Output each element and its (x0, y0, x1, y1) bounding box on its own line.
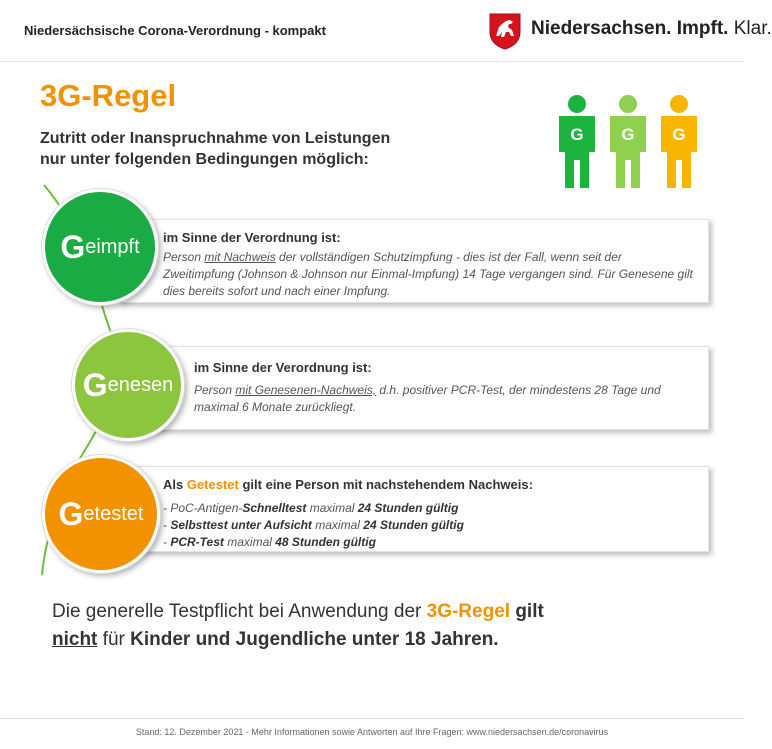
getestet-heading (163, 477, 533, 492)
person-genesen-icon (610, 95, 646, 188)
testing-exemption-note (52, 598, 652, 654)
subtitle-line-2: nur unter folgenden Bedingungen möglich: (40, 151, 369, 168)
geimpft-heading: im Sinne der Verordnung ist: (163, 230, 341, 245)
getestet-label: etestet (83, 502, 144, 525)
geimpft-circle (42, 189, 158, 305)
getestet-heading-pre: Als (163, 477, 187, 492)
getestet-initial: G (58, 495, 84, 532)
genesen-heading: im Sinne der Verordnung ist: (194, 360, 372, 375)
genesen-text (194, 382, 694, 416)
genesen-panel (145, 346, 709, 430)
note-part-5: für (97, 629, 131, 650)
header-title: Niedersächsische Corona-Verordnung - kompakt (24, 23, 326, 38)
geimpft-initial: G (60, 228, 86, 265)
brand-tail: Klar. (733, 18, 772, 39)
geimpft-label: eimpft (85, 235, 140, 258)
geimpft-text-start: Person (163, 250, 205, 264)
header (0, 0, 772, 62)
brand-slogan (531, 18, 772, 40)
geimpft-panel (118, 219, 709, 303)
getestet-item-3: - PCR-Test maximal 48 Stunden gültig (163, 535, 376, 549)
geimpft-text (163, 249, 693, 300)
person-letter-2: G (621, 125, 635, 144)
footer-stand: Stand: 12. Dezember 2021 - Mehr Informationen sowie Antworten auf Ihre Fragen: www.niedersachsen.de/coronavirus (135, 727, 609, 737)
getestet-item-2: - Selbsttest unter Aufsicht maximal 24 Stunden gültig (163, 518, 464, 532)
footer-divider (0, 718, 744, 719)
note-part-3: gilt (510, 601, 544, 622)
note-part-6: Kinder und Jugendliche unter 18 Jahren. (130, 629, 499, 650)
genesen-text-start: Person (194, 383, 236, 397)
getestet-panel (118, 466, 709, 552)
person-letter-3: G (672, 125, 686, 144)
genesen-text-rest: d.h. positiver PCR-Test, der mindestens 28 Tage und maximal 6 Monate zurückliegt. (194, 383, 661, 414)
subtitle-line-1: Zutritt oder Inanspruchnahme von Leistungen (40, 130, 391, 147)
genesen-circle (72, 329, 184, 441)
three-persons-icon (552, 94, 702, 190)
lower-saxony-crest-icon (488, 12, 522, 50)
getestet-heading-post: gilt eine Person mit nachstehendem Nachweis: (238, 477, 533, 492)
person-geimpft-icon (559, 95, 595, 188)
getestet-item-1: - PoC-Antigen-Schnelltest maximal 24 Stunden gültig (163, 501, 459, 515)
getestet-circle (42, 455, 160, 573)
getestet-list (163, 500, 693, 551)
person-getestet-icon (661, 95, 697, 188)
geimpft-text-underlined: mit Nachweis (204, 250, 276, 264)
geimpft-text-rest: der vollständigen Schutzimpfung - dies ist der Fall, wenn seit der Zweitimpfung (Johnson & Johnson nur Einmal-Impfung) 14 Tage vergangen sind. Für Genesene gilt dies bereits sofort und nach einer Impfung. (163, 250, 693, 298)
note-underlined: nicht (52, 629, 98, 650)
genesen-initial: G (82, 366, 108, 403)
page-title: 3G-Regel (40, 78, 177, 113)
genesen-label: enesen (107, 373, 174, 396)
note-part-1: Die generelle Testpflicht bei Anwendung der (52, 601, 427, 622)
getestet-heading-highlight: Getestet (186, 477, 239, 492)
note-highlight: 3G-Regel (426, 601, 511, 622)
person-letter-1: G (570, 125, 584, 144)
brand-main: Niedersachsen. Impft. (531, 18, 729, 39)
page-subtitle (40, 128, 460, 170)
genesen-text-underlined: mit Genesenen-Nachweis, (235, 383, 377, 397)
